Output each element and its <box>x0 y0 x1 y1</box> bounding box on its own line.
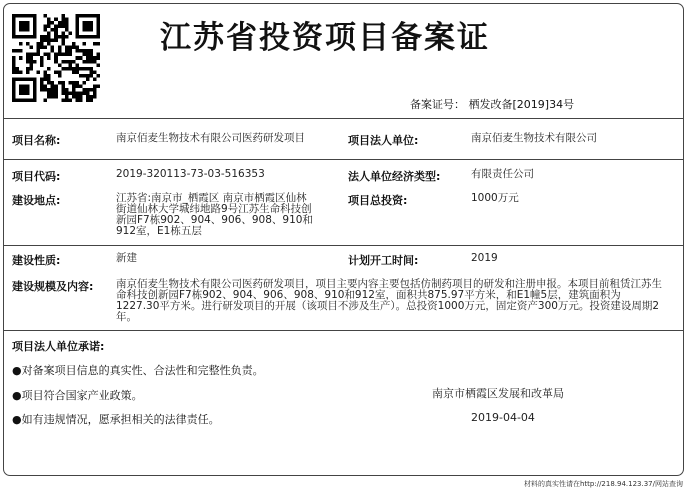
total-investment-value: 1000万元 <box>471 192 519 204</box>
location-value: 江苏省:南京市_栖霞区 南京市栖霞区仙林街道仙林大学城纬地路9号江苏生命科技创新园F7栋902、904、906、908、910和912室，E1栋五层 <box>116 192 313 237</box>
certificate-title: 江苏省投资项目备案证 <box>160 20 490 56</box>
start-time-label: 计划开工时间: <box>348 254 419 267</box>
project-code-value: 2019-320113-73-03-516353 <box>116 168 265 180</box>
commitment-heading: 项目法人单位承诺: <box>12 340 105 353</box>
legal-entity-label: 项目法人单位: <box>348 134 419 147</box>
record-number: 备案证号： 栖发改备[2019]34号 <box>410 98 575 111</box>
project-code-label: 项目代码: <box>12 170 61 183</box>
verification-footer: 材料的真实性请在http://218.94.123.37/网站查询 <box>523 480 683 488</box>
scale-label: 建设规模及内容: <box>12 280 94 293</box>
location-label: 建设地点: <box>12 194 61 207</box>
start-time-value: 2019 <box>471 252 498 264</box>
total-investment-label: 项目总投资: <box>348 194 408 207</box>
scale-value: 南京佰麦生物技术有限公司医药研发项目，项目主要内容主要包括仿制药项目的研发和注册申报。本项目前租赁江苏生命科技创新园F7栋902、904、906、908、910和912室，面积共875.97平方米，和E1幢5层，建筑面积为1227.30平方米。进行研发项目的开展（该项目不涉及生产）。总投资1000万元，固定资产300万元。投资建设周期2年。 <box>116 278 662 323</box>
divider <box>3 245 684 246</box>
issuing-authority: 南京市栖霞区发展和改革局 <box>432 387 564 400</box>
nature-label: 建设性质: <box>12 254 61 267</box>
entity-type-value: 有限责任公司 <box>471 168 534 180</box>
commitment-item: ●对备案项目信息的真实性、合法性和完整性负责。 <box>12 364 264 377</box>
project-name-label: 项目名称: <box>12 134 61 147</box>
entity-type-label: 法人单位经济类型: <box>348 170 441 183</box>
qr-code <box>12 14 100 102</box>
nature-value: 新建 <box>116 252 137 264</box>
issue-date: 2019-04-04 <box>471 411 535 424</box>
divider <box>3 118 684 119</box>
commitment-item: ●项目符合国家产业政策。 <box>12 389 143 402</box>
divider <box>3 330 684 331</box>
legal-entity-value: 南京佰麦生物技术有限公司 <box>471 132 597 144</box>
commitment-item: ●如有违规情况，愿承担相关的法律责任。 <box>12 413 220 426</box>
certificate-frame <box>3 3 684 476</box>
divider <box>3 159 684 160</box>
project-name-value: 南京佰麦生物技术有限公司医药研发项目 <box>116 132 305 144</box>
